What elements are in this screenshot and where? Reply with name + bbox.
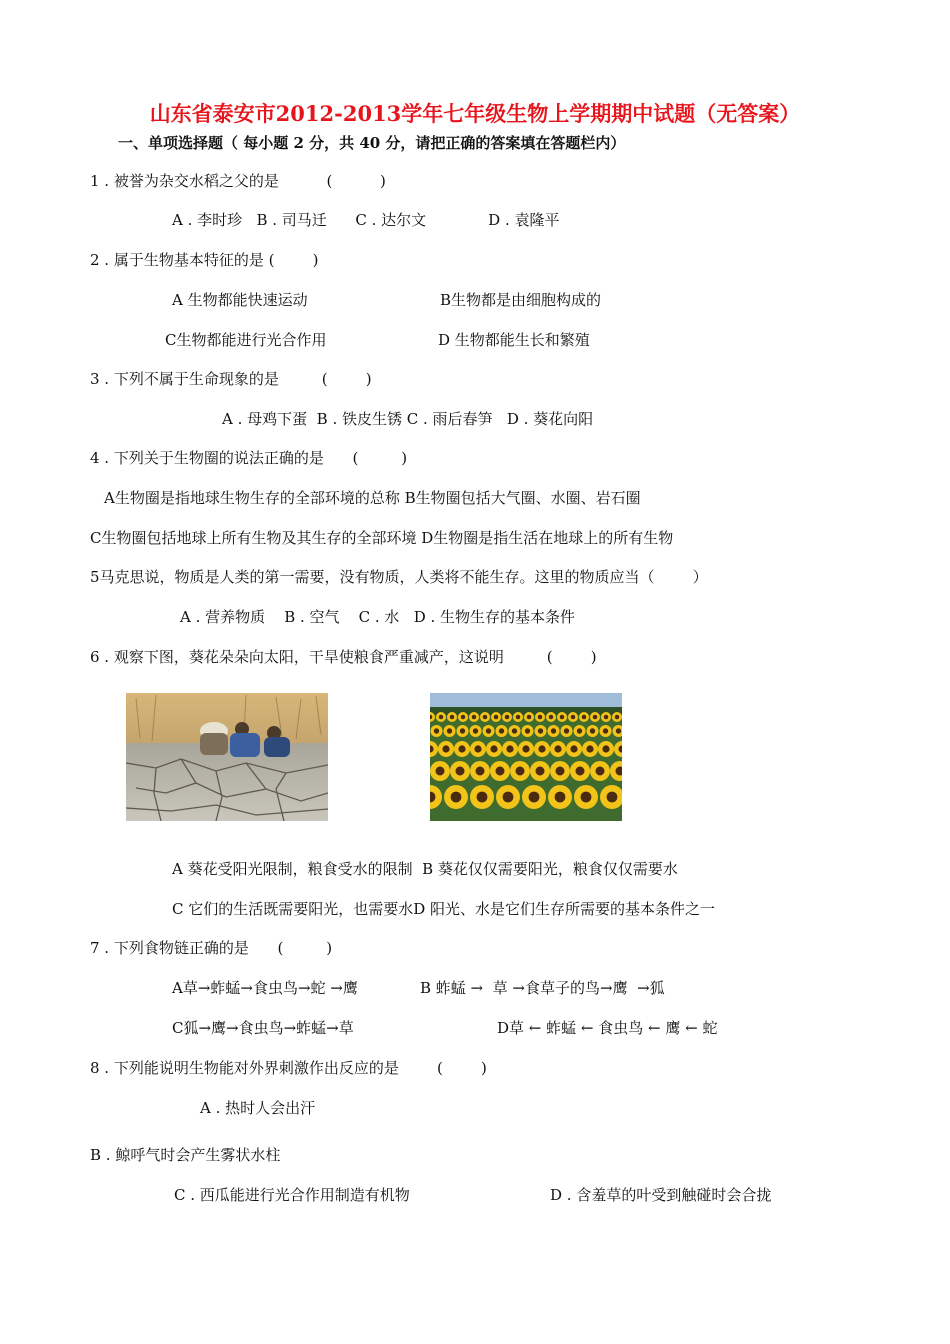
- question-3: 3 . 下列不属于生命现象的是 ( ): [90, 370, 372, 388]
- question-1-options: A . 李时珍 B . 司马迁 C . 达尔文 D . 袁隆平: [172, 211, 560, 229]
- document-title: 山东省泰安市2012-2013学年七年级生物上学期期中试题（无答案）: [149, 101, 801, 126]
- question-8-option-a: A . 热时人会出汗: [200, 1099, 316, 1117]
- question-4-options-ab: A生物圈是指地球生物生存的全部环境的总称 B生物圈包括大气圈、水圈、岩石圈: [104, 489, 641, 507]
- question-7: 7 . 下列食物链正确的是 ( ): [90, 939, 333, 957]
- question-1: 1 . 被誉为杂交水稻之父的是 ( ): [90, 172, 386, 190]
- question-2-option-a: A 生物都能快速运动: [172, 291, 308, 309]
- question-6-options-ab: A 葵花受阳光限制，粮食受水的限制 B 葵花仅仅需要阳光，粮食仅仅需要水: [172, 860, 678, 878]
- question-7-option-c: C狐→鹰→食虫鸟→蚱蜢→草: [172, 1019, 354, 1037]
- question-3-options: A . 母鸡下蛋 B . 铁皮生锈 C . 雨后春笋 D . 葵花向阳: [222, 410, 594, 428]
- question-4: 4 . 下列关于生物圈的说法正确的是 ( ): [90, 449, 408, 467]
- question-5: 5马克思说，物质是人类的第一需要，没有物质，人类将不能生存。这里的物质应当（ ）: [90, 568, 708, 586]
- question-5-options: A . 营养物质 B . 空气 C . 水 D . 生物生存的基本条件: [180, 608, 576, 626]
- question-7-option-a: A草→蚱蜢→食虫鸟→蛇 →鹰: [172, 979, 358, 997]
- question-2-option-d: D 生物都能生长和繁殖: [438, 331, 590, 349]
- question-6: 6 . 观察下图，葵花朵朵向太阳，干旱使粮食严重减产，这说明 ( ): [90, 648, 597, 666]
- question-6-options-cd: C 它们的生活既需要阳光，也需要水D 阳光、水是它们生存所需要的基本条件之一: [172, 900, 716, 918]
- question-8: 8 . 下列能说明生物能对外界刺激作出反应的是 ( ): [90, 1059, 487, 1077]
- question-8-option-b: B . 鲸呼气时会产生雾状水柱: [90, 1146, 281, 1164]
- question-4-options-cd: C生物圈包括地球上所有生物及其生存的全部环境 D生物圈是指生活在地球上的所有生物: [90, 529, 674, 547]
- question-2: 2 . 属于生物基本特征的是 ( ): [90, 251, 319, 269]
- question-2-option-c: C生物都能进行光合作用: [165, 331, 327, 349]
- sunflower-field-photo: [430, 693, 622, 821]
- question-2-option-b: B生物都是由细胞构成的: [440, 291, 602, 309]
- drought-field-photo: [126, 693, 328, 821]
- question-8-option-d: D . 含羞草的叶受到触碰时会合拢: [550, 1186, 772, 1204]
- question-8-option-c: C . 西瓜能进行光合作用制造有机物: [174, 1186, 410, 1204]
- question-7-option-b: B 蚱蜢 → 草 →食草子的鸟→鹰 →狐: [420, 979, 665, 997]
- section-heading: 一、单项选择题（ 每小题 2 分，共 40 分，请把正确的答案填在答题栏内）: [118, 134, 626, 152]
- question-7-option-d: D草 ← 蚱蜢 ← 食虫鸟 ← 鹰 ← 蛇: [497, 1019, 718, 1037]
